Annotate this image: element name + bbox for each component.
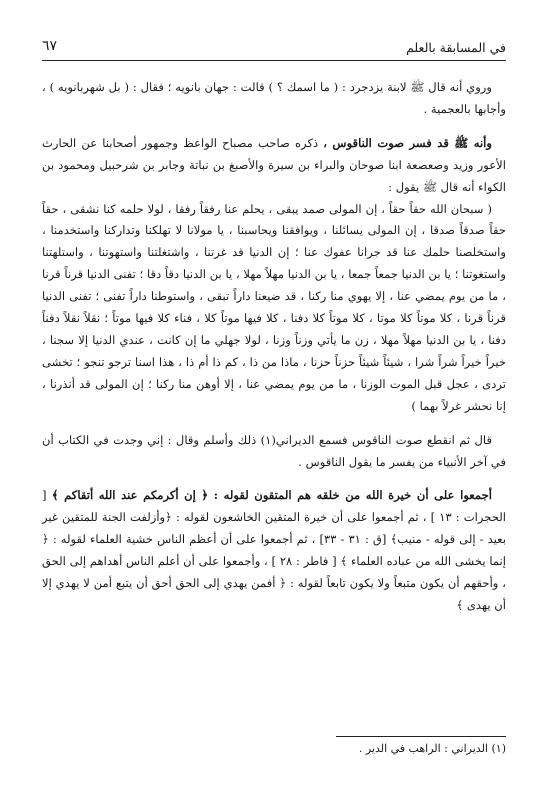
paragraph-text: ( سبحان الله حقاً حقاً ، إن المولى صمد يبقى ، يحلم عنا رفقاً رفقا ، لولا حلمه كنا نشقى ، حقاً حقاً صدقاً صدقا ، إن المولى يسائلنا ، ويوافقنا ويحاسبنا ، يا مولانا لا تهلكنا وتداركنا واستخدمنا ، واستخلصنا حلمك عنا قد جرانا عفوك عنا ؛ إن الدنيا قد غرتنا ، واشتغلتنا واستهوتنا ، واستلهتنا واستغوتنا ؛ يا بن الدنيا جمعاً جمعا ، يا بن الدنيا مهلاً مهلا ، يا بن الدنيا دقاً دقا ؛ تفنى الدنيا قرناً قرنا ، ما من يوم يمضي عنا ، إلا يهوي منا ركنا ، قد ضيعنا داراً تبقى ، واستوطنا داراً تفنى ؛ تفنى الدنيا قرناً قرنا ، كلا موتاً كلا موتا ، كلا موتاً كلا دفنا ، كلا فيها موتاً كلا ، فناء كلا فيها موتاً ؛ نقلاً نقلاً دفناً دفنا ، يا بن الدنيا مهلاً مهلا ، زن ما يأتي وزناً وزنا ، لولا جهلي ما إن كانت ، عندي الدنيا إلا سجنا ، خيراً خيراً شراً شرا ، شيئاً شيئاً حزناً حزنا ، ماذا من ذا ، كم ذا أم ذا ، هذا اسنا ترجو تنجو ؛ تخشى تردى ، عجل قبل الموت الوزنا ، ما من يوم يمضي عنا ، إلا أوهن منا ركنا ؛ إن المولى قد أنذرنا ، إنا نحشر غرلاً بهما ) <box>42 201 506 413</box>
paragraph-text: وروي أنه قال ﷺ لابنة يزدجرد : ( ما اسمك ؟ ) قالت : جهان بانويه ؛ فقال : ( بل شهربانويه ) ، وأجابها بالعجمية . <box>42 80 506 116</box>
paragraph-text: ذكره صاحب مصباح الواعظ وجمهور أصحابنا عن الحارث الأعور وزيد وصعصعة ابنا صوحان والبراء بن سيرة والأصبغ بن نباتة وجابر بن شرحبيل ومحمود بن الكواء أنه قال ﷺ يقول : <box>42 135 506 194</box>
footnote-divider <box>336 736 506 737</box>
paragraph-naqus-intro <box>42 133 506 199</box>
paragraph-dayrani <box>42 430 506 474</box>
section-heading: وأنه ﷺ قد فسر صوت الناقوس ، <box>323 135 493 150</box>
paragraph-ijma <box>42 485 506 616</box>
paragraph-yazdegerd <box>42 77 506 121</box>
book-page <box>42 34 506 774</box>
quranic-verse-lead: أجمعوا على أن خيرة الله من خلقه هم المتقون لقوله : ﴿ إن أكرمكم عند الله أتقاكم ﴾ <box>51 488 492 503</box>
paragraph-text: قال ثم انقطع صوت الناقوس فسمع الديراني(١) ذلك وأسلم وقال : إني وجدت في الكتاب أن في آخر الأنبياء من يفسر ما يقول الناقوس . <box>42 432 506 469</box>
page-body <box>42 77 506 617</box>
paragraph-text: [ الحجرات : ١٣ ] ، ثم أجمعوا على أن خيرة المتقين الخاشعون لقوله : ﴿وأزلفت الجنة للمتقين غير بعيد - إلى قوله - منيب﴾ [ق : ٣١ - ٣٣] ، ثم أجمعوا على أن أعظم الناس خشية العلماء لقوله : ﴿ إنما يخشى الله من عباده العلماء ﴾ [ فاطر : ٢٨ ] ، وأجمعوا على أن أعلم الناس أهداهم إلى الحق ، وأحقهم أن يكون متبعاً ولا يكون تابعاً لقوله : ﴿ أفمن يهدي إلى الحق أحق أن يتبع أمن لا يهدي إلا أن يهدى ﴾ <box>42 488 506 612</box>
paragraph-naqus-text <box>42 199 506 418</box>
running-title: في المسابقة بالعلم <box>406 40 506 55</box>
page-number: ٦٧ <box>42 38 58 54</box>
page-header <box>42 34 506 61</box>
footnote: (١) الديراني : الراهب في الدير . <box>358 742 506 755</box>
